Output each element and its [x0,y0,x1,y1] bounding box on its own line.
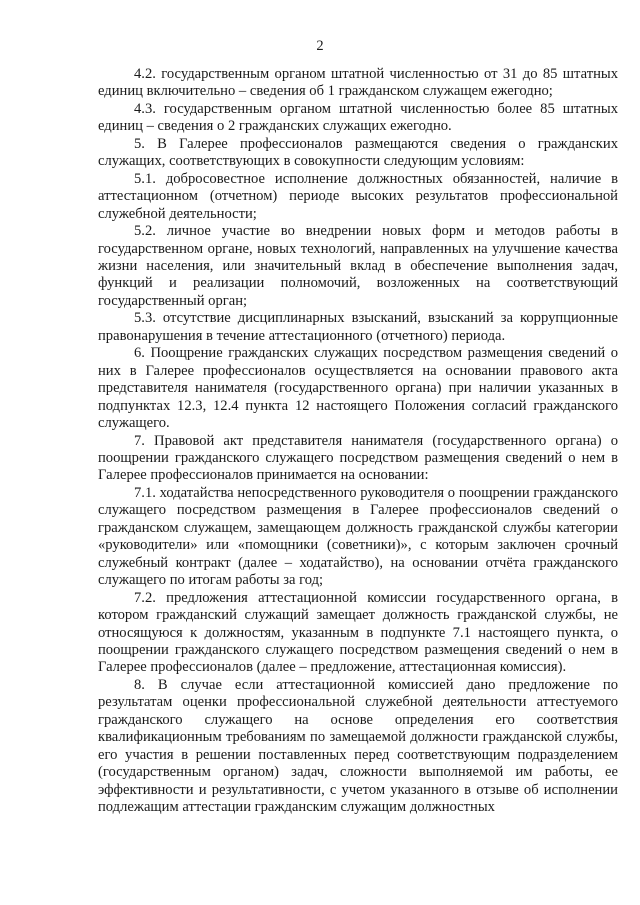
paragraph-7-2: 7.2. предложения аттестационной комиссии государственного органа, в котором гражданский служащий замещает должность гражданской службы, не относящуюся к должностям, указанным в подпункте 7.1 настоящего пункта, о поощрении гражданского служащего посредством размещения сведений о нем в Галерее профессионалов (далее – предложение, аттестационная комиссия). [98,589,618,676]
paragraph-5-2: 5.2. личное участие во внедрении новых форм и методов работы в государственном органе, новых технологий, направленных на улучшение качества жизни населения, или значительный вклад в обеспечение выполнения задач, функций и реализации полномочий, возложенных на соответствующий государственный орган; [98,223,618,309]
paragraph-7-1: 7.1. ходатайства непосредственного руководителя о поощрении гражданского служащего посредством размещения в Галерее профессионалов сведений о гражданском служащем, замещающем должность гражданской службы категории «руководители» или «помощники (советники)», с которым заключен срочный служебный контракт (далее – ходатайство), на основании отчёта гражданского служащего по итогам работы за год; [98,484,618,589]
document-body [98,66,618,816]
paragraph-8: 8. В случае если аттестационной комиссией дано предложение по результатам оценки профессиональной служебной деятельности аттестуемого гражданского служащего на основе определения его соответствия квалификационным требованиям по замещаемой должности гражданской службы, его участия в решении поставленных перед соответствующим подразделением (государственным органом) задач, сложности выполняемой им работы, ее эффективности и результативности, с учетом указанного в отзыве об исполнении подлежащим аттестации гражданским служащим должностных [98,676,618,816]
paragraph-6: 6. Поощрение гражданских служащих посредством размещения сведений о них в Галерее профессионалов осуществляется на основании правового акта представителя нанимателя (государственного органа) при наличии указанных в подпунктах 12.3, 12.4 пункта 12 настоящего Положения согласий гражданского служащего. [98,345,618,432]
paragraph-4-3: 4.3. государственным органом штатной численностью более 85 штатных единиц – сведения о 2 гражданских служащих ежегодно. [98,100,618,135]
paragraph-5-3: 5.3. отсутствие дисциплинарных взысканий, взысканий за коррупционные правонарушения в течение аттестационного (отчетного) периода. [98,310,618,344]
paragraph-4-2: 4.2. государственным органом штатной численностью от 31 до 85 штатных единиц включительно – сведения об 1 гражданском служащем ежегодно; [98,66,618,100]
page-number: 2 [316,38,324,54]
paragraph-5-1: 5.1. добросовестное исполнение должностных обязанностей, наличие в аттестационном (отчетном) периоде высоких результатов профессиональной служебной деятельности; [98,170,618,222]
paragraph-5: 5. В Галерее профессионалов размещаются сведения о гражданских служащих, соответствующих в совокупности следующим условиям: [98,135,618,170]
paragraph-7: 7. Правовой акт представителя нанимателя (государственного органа) о поощрении гражданского служащего посредством размещения сведений о нем в Галерее профессионалов принимается на основании: [98,432,618,484]
